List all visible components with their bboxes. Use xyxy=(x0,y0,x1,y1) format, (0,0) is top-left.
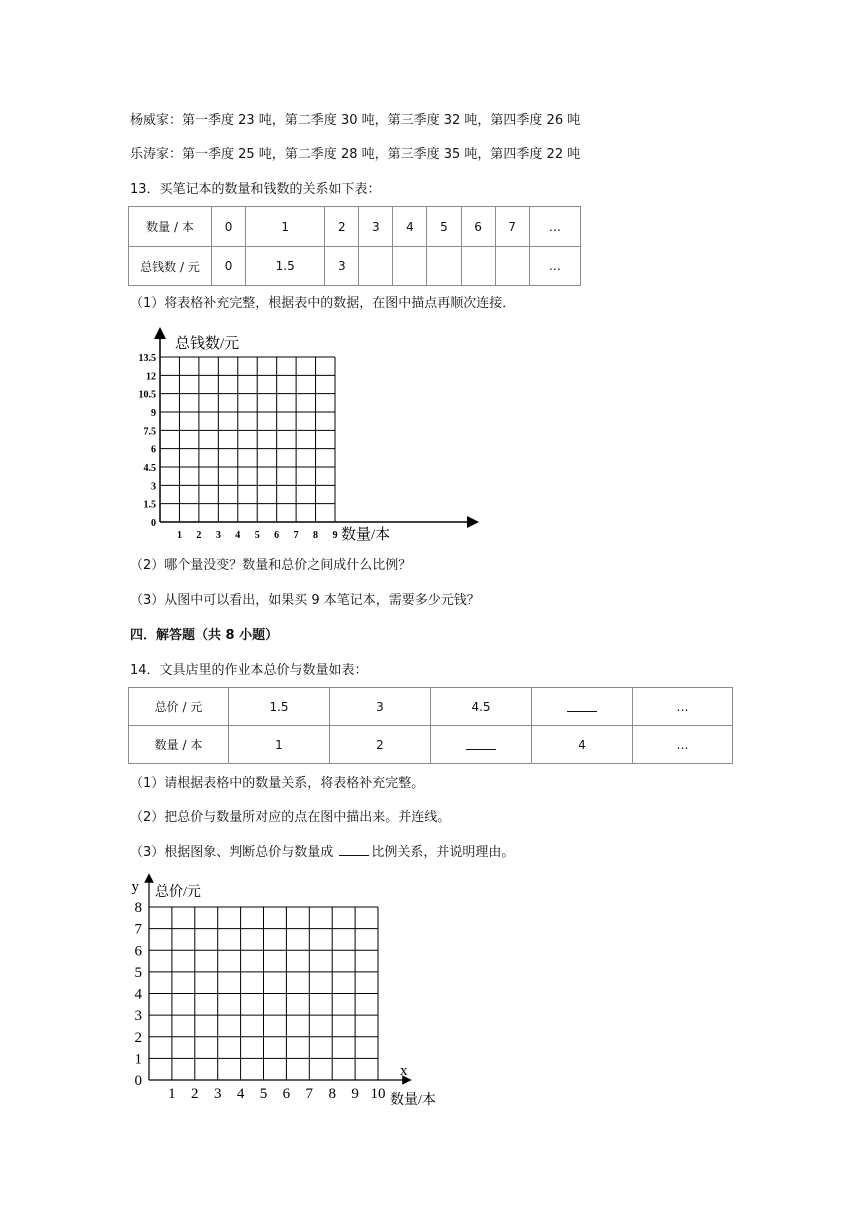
q13-table-cell[interactable] xyxy=(359,247,393,286)
q14-grid-chart[interactable] xyxy=(125,872,455,1112)
q14-table-cell: 1 xyxy=(229,726,330,764)
q14-table-header-quantity: 数量 / 本 xyxy=(129,726,229,764)
q14-sub3 xyxy=(130,843,514,862)
q14-x-axis-title: 数量/本 xyxy=(390,1093,436,1108)
q14-table-cell: 4 xyxy=(532,726,633,764)
q14-y-axis-letter: y xyxy=(131,879,139,895)
q14-y-tick-label: 3 xyxy=(134,1008,142,1025)
section-title: 四．解答题（共 8 小题） xyxy=(130,628,279,643)
q13-y-tick-label: 3 xyxy=(151,481,156,493)
q14-table-header-price: 总价 / 元 xyxy=(129,688,229,726)
q14-y-tick-label: 7 xyxy=(134,921,142,938)
q14-table-cell: … xyxy=(633,726,733,764)
q14-sub3-before: （3）根据图象、判断总价与数量成 xyxy=(130,845,338,860)
q13-x-tick-label: 3 xyxy=(215,530,221,541)
q14-y-axis-title: 总价/元 xyxy=(155,885,201,900)
q13-table-cell: 0 xyxy=(212,207,246,247)
q13-y-tick-label: 7.5 xyxy=(143,426,156,438)
q14-table-cell: 3 xyxy=(330,688,431,726)
q13-grid xyxy=(160,357,335,522)
q13-y-tick-label: 4.5 xyxy=(143,463,156,474)
q14-x-tick-label: 7 xyxy=(305,1086,314,1102)
q14-x-tick-label: 3 xyxy=(213,1086,222,1102)
q13-table-cell[interactable] xyxy=(427,247,461,286)
q13-x-axis-title: 数量/本 xyxy=(341,527,391,543)
q14-grid xyxy=(149,907,378,1080)
q13-table-header-money: 总钱数 / 元 xyxy=(129,247,212,286)
q14-table-blank-cell[interactable] xyxy=(532,688,633,726)
q13-sub2: （2）哪个量没变？数量和总价之间成什么比例？ xyxy=(130,558,412,573)
q14-x-tick-label: 10 xyxy=(370,1086,386,1102)
q14-table xyxy=(128,687,733,764)
q14-table-cell: 2 xyxy=(330,726,431,764)
q13-table xyxy=(128,206,581,286)
q14-title: 14．文具店里的作业本总价与数量如表： xyxy=(130,663,368,678)
q13-table-cell: … xyxy=(529,207,580,247)
q13-x-tick-label: 1 xyxy=(176,530,182,541)
q13-sub3: （3）从图中可以看出，如果买 9 本笔记本，需要多少元钱？ xyxy=(130,593,480,608)
q14-y-tick-label: 0 xyxy=(134,1073,142,1089)
q13-table-cell[interactable] xyxy=(495,247,529,286)
q13-y-tick-label: 1.5 xyxy=(143,499,156,511)
q14-y-tick-label: 1 xyxy=(134,1051,142,1068)
q13-x-tick-label: 7 xyxy=(293,530,299,541)
q13-y-tick-label: 6 xyxy=(151,444,156,456)
q14-x-tick-label: 8 xyxy=(328,1086,336,1102)
q13-y-tick-label: 0 xyxy=(151,518,156,529)
q13-table-cell: 6 xyxy=(461,207,495,247)
answer-blank[interactable] xyxy=(466,736,496,750)
q13-y-axis-title: 总钱数/元 xyxy=(175,336,240,352)
answer-blank[interactable] xyxy=(567,698,597,712)
q13-x-tick-label: 8 xyxy=(313,530,319,541)
q13-table-cell: 3 xyxy=(359,207,393,247)
q13-table-cell[interactable] xyxy=(461,247,495,286)
q13-table-cell: 7 xyxy=(495,207,529,247)
q14-table-cell: … xyxy=(633,688,733,726)
q13-table-header-quantity: 数量 / 本 xyxy=(129,207,212,247)
q14-y-tick-label: 6 xyxy=(134,943,142,960)
q13-title: 13．买笔记本的数量和钱数的关系如下表： xyxy=(130,182,381,197)
q13-table-cell[interactable] xyxy=(393,247,427,286)
q13-grid-chart[interactable] xyxy=(125,325,485,545)
q14-y-tick-label: 4 xyxy=(134,986,142,1003)
q13-table-cell: 0 xyxy=(212,247,246,286)
q13-table-cell: 3 xyxy=(325,247,359,286)
q14-y-tick-label: 2 xyxy=(134,1029,142,1046)
q13-x-tick-label: 5 xyxy=(254,530,260,541)
q13-table-cell: 5 xyxy=(427,207,461,247)
q13-y-tick-label: 12 xyxy=(146,371,156,383)
q13-y-tick-label: 13.5 xyxy=(138,353,156,364)
q14-table-blank-cell[interactable] xyxy=(431,726,532,764)
q14-sub1: （1）请根据表格中的数量关系，将表格补充完整。 xyxy=(130,776,425,791)
q13-sub1: （1）将表格补充完整，根据表中的数据，在图中描点再顺次连接． xyxy=(130,296,516,311)
q13-x-tick-label: 2 xyxy=(196,530,202,541)
q14-x-tick-label: 9 xyxy=(351,1086,359,1102)
q14-sub2: （2）把总价与数量所对应的点在图中描出来。并连线。 xyxy=(130,810,451,825)
q13-table-cell: 2 xyxy=(325,207,359,247)
q14-x-tick-label: 4 xyxy=(236,1086,245,1102)
data-line-letao: 乐涛家：第一季度 25 吨，第二季度 28 吨，第三季度 35 吨，第四季度 22 吨 xyxy=(130,147,581,162)
q13-y-tick-label: 10.5 xyxy=(138,389,156,401)
q14-x-tick-label: 2 xyxy=(191,1086,199,1102)
q14-x-tick-label: 1 xyxy=(168,1086,176,1102)
q13-x-tick-label: 4 xyxy=(235,530,241,541)
q14-x-axis-letter: x xyxy=(400,1063,408,1079)
q14-table-cell: 4.5 xyxy=(431,688,532,726)
q14-x-tick-label: 6 xyxy=(282,1086,291,1102)
q13-table-cell: 1 xyxy=(246,207,325,247)
q14-sub3-after: 比例关系，并说明理由。 xyxy=(371,845,515,860)
q14-y-tick-label: 8 xyxy=(134,900,142,916)
data-line-yangwei: 杨威家：第一季度 23 吨，第二季度 30 吨，第三季度 32 吨，第四季度 26 吨 xyxy=(130,113,581,128)
q13-x-tick-label: 6 xyxy=(274,530,280,541)
q13-table-cell: … xyxy=(529,247,580,286)
q13-x-tick-label: 9 xyxy=(332,530,338,541)
q13-table-cell: 1.5 xyxy=(246,247,325,286)
answer-blank[interactable] xyxy=(339,843,369,856)
q14-x-tick-label: 5 xyxy=(259,1086,268,1102)
q14-y-tick-label: 5 xyxy=(134,964,142,981)
q14-table-cell: 1.5 xyxy=(229,688,330,726)
q13-y-tick-label: 9 xyxy=(151,408,156,419)
q13-table-cell: 4 xyxy=(393,207,427,247)
